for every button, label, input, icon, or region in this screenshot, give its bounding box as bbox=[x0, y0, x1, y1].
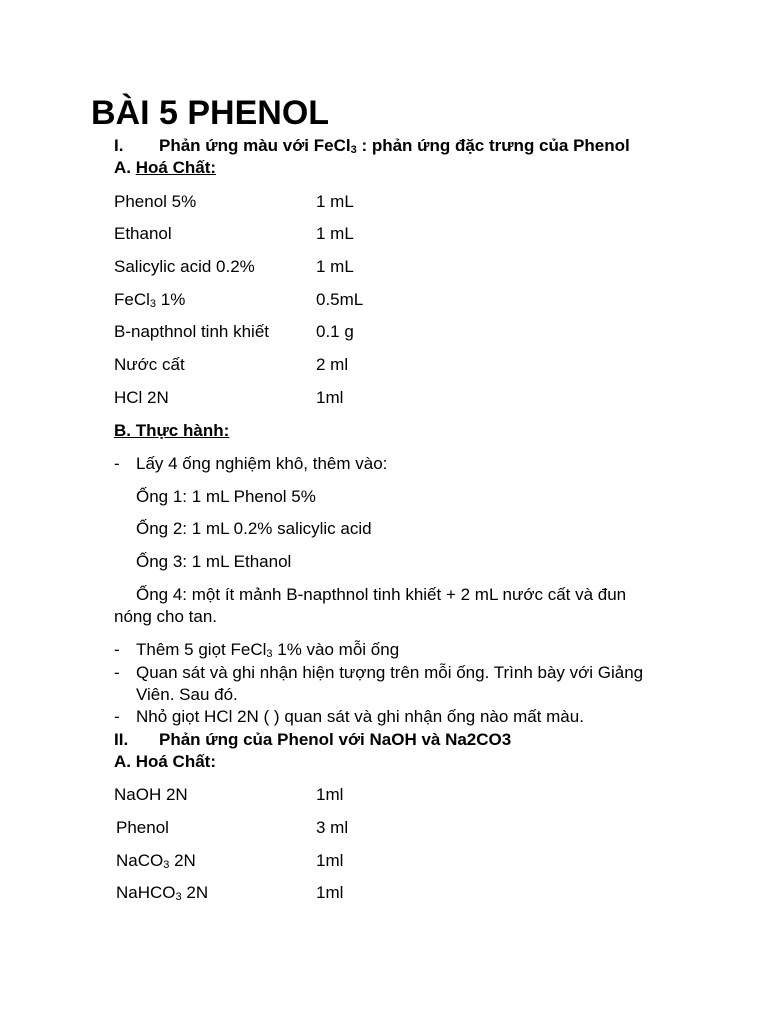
chemical-amount: 0.5mL bbox=[316, 290, 364, 309]
page-title: BÀI 5 PHENOL bbox=[91, 94, 330, 132]
bullet-dash: - bbox=[114, 454, 120, 473]
step-text-continued: Viên. Sau đó. bbox=[136, 685, 238, 704]
chemical-name: NaCO$_3$ 2N bbox=[116, 851, 196, 871]
chemical-name: HCl 2N bbox=[114, 388, 169, 407]
tube-line-continued: nóng cho tan. bbox=[114, 607, 218, 626]
tube-line: Ống 1: 1 mL Phenol 5% bbox=[136, 487, 316, 506]
bullet-dash: - bbox=[114, 707, 120, 726]
tube-line: Ống 3: 1 mL Ethanol bbox=[136, 552, 292, 571]
chemicals-heading-1: A. Hoá Chất: bbox=[114, 158, 217, 177]
chemicals-heading-2: A. Hoá Chất: bbox=[114, 752, 216, 771]
chemical-name: Ethanol bbox=[114, 224, 172, 243]
chemical-amount: 1 mL bbox=[316, 257, 354, 276]
tube-line: Ống 4: một ít mảnh B-napthnol tinh khiết + 2 mL nước cất và đun bbox=[136, 585, 627, 604]
chemical-amount: 2 ml bbox=[316, 355, 349, 374]
chemical-name: Phenol bbox=[116, 818, 169, 837]
chemical-name: B-napthnol tinh khiết bbox=[114, 322, 269, 341]
chemical-amount: 3 ml bbox=[316, 818, 349, 837]
chemical-amount: 1ml bbox=[316, 785, 344, 804]
step-text: Quan sát và ghi nhận hiện tượng trên mỗi ống. Trình bày với Giảng bbox=[136, 663, 644, 682]
chemical-amount: 0.1 g bbox=[316, 322, 354, 341]
bullet-dash: - bbox=[114, 640, 120, 659]
chemical-amount: 1ml bbox=[316, 851, 344, 870]
step-text: Lấy 4 ống nghiệm khô, thêm vào: bbox=[136, 454, 388, 473]
chemical-amount: 1ml bbox=[316, 388, 344, 407]
chemical-amount: 1 mL bbox=[316, 192, 354, 211]
practice-heading: B. Thực hành: bbox=[114, 421, 230, 440]
chemical-name: Nước cất bbox=[114, 355, 185, 374]
chemical-name: Salicylic acid 0.2% bbox=[114, 257, 255, 276]
chemical-amount: 1 mL bbox=[316, 224, 354, 243]
section-2-number: II. bbox=[114, 730, 129, 749]
chemical-amount: 1ml bbox=[316, 883, 344, 902]
step-text: Nhỏ giọt HCl 2N ( ) quan sát và ghi nhận ống nào mất màu. bbox=[136, 707, 584, 726]
section-2-heading: Phản ứng của Phenol với NaOH và Na2CO3 bbox=[159, 730, 512, 749]
chemical-name: NaOH 2N bbox=[114, 785, 188, 804]
chemical-name: NaHCO$_3$ 2N bbox=[116, 883, 209, 903]
bullet-dash: - bbox=[114, 663, 120, 682]
chemical-name: FeCl$_3$ 1% bbox=[114, 290, 186, 310]
step-text: Thêm 5 giọt FeCl$_3$ 1% vào mỗi ống bbox=[136, 640, 400, 660]
section-1-number: I. bbox=[114, 136, 124, 155]
tube-line: Ống 2: 1 mL 0.2% salicylic acid bbox=[136, 519, 372, 538]
section-1-heading: Phản ứng màu với FeCl$_3$ : phản ứng đặc trưng của Phenol bbox=[159, 136, 630, 156]
chemical-name: Phenol 5% bbox=[114, 192, 197, 211]
